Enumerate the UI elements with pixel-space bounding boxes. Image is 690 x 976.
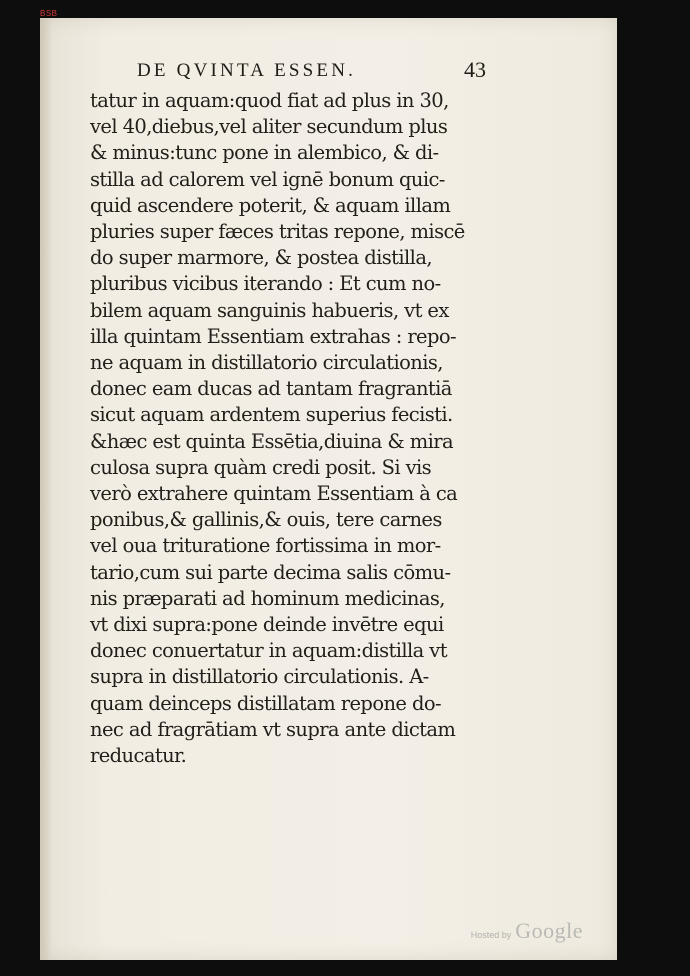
text-line: tario,cum sui parte decima salis cōmu- [90,560,451,584]
google-logo: Google [515,918,583,943]
text-line: reducatur. [90,744,187,768]
text-line: illa quintam Essentiam extrahas : repo- [90,324,457,348]
text-line: nec ad fragrātiam vt supra ante dictam [90,717,456,741]
page-number: 43 [464,57,486,82]
text-line: bilem aquam sanguinis habueris, vt ex [90,298,449,322]
text-line: vel oua trituratione fortissima in mor- [90,534,441,558]
text-line: pluries super fæces tritas repone, miscē [90,220,465,244]
text-line: sicut aquam ardentem superius fecisti. [90,403,453,427]
library-stamp: BSB [40,9,58,18]
text-line: do super marmore, & postea distilla, [90,246,432,270]
text-line: ne aquam in distillatorio circulationis, [90,351,443,375]
text-line: verò extrahere quintam Essentiam à ca [90,482,458,506]
running-head: DE QVINTA ESSEN. [137,60,357,81]
text-line: stilla ad calorem vel ignē bonum quic- [90,167,445,191]
text-line: donec eam ducas ad tantam fragrantiā [90,377,452,401]
text-line: vt dixi supra:pone deinde invētre equi [90,613,444,637]
text-line: culosa supra quàm credi posit. Si vis [90,455,432,479]
text-line: nis præparati ad hominum medicinas, [90,586,445,610]
text-line: donec conuertatur in aquam:distilla vt [90,639,447,663]
hosted-by-label: Hosted by [470,930,512,940]
body-text [90,88,530,769]
text-line: supra in distillatorio circulationis. A- [90,665,429,689]
text-line: tatur in aquam:quod fiat ad plus in 30, [90,89,449,112]
text-line: quid ascendere poterit, & aquam illam [90,193,451,217]
text-line: pluribus vicibus iterando : Et cum no- [90,272,441,296]
text-line: &hæc est quinta Essētia,diuina & mira [90,429,454,453]
page-gutter-shadow [40,18,52,960]
text-line: vel 40,diebus,vel aliter secundum plus [90,115,448,139]
book-page [40,18,617,960]
text-line: & minus:tunc pone in alembico, & di- [90,141,439,165]
hosted-by-google-watermark [471,918,583,944]
text-line: quam deinceps distillatam repone do- [90,691,441,715]
text-line: ponibus,& gallinis,& ouis, tere carnes [90,508,442,532]
